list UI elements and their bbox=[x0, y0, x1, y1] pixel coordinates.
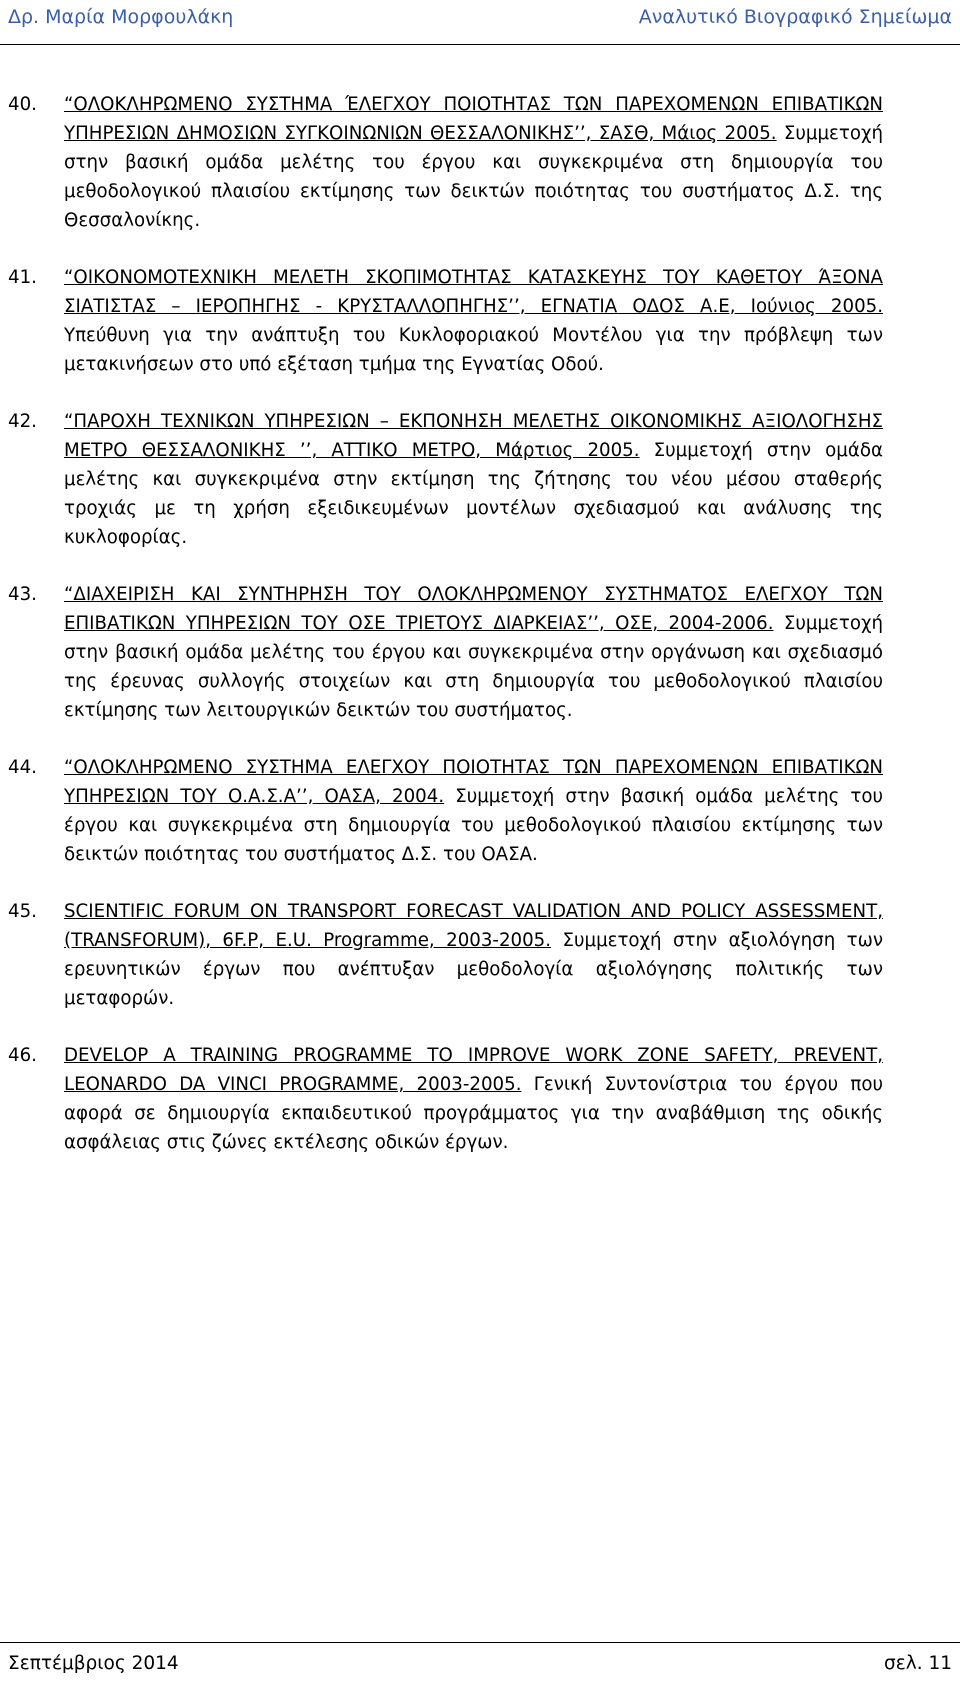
project-item-45 bbox=[8, 897, 883, 1013]
item-number: 46. bbox=[8, 1045, 37, 1066]
project-list bbox=[8, 90, 883, 1185]
item-title: SCIENTIFIC FORUM ON TRANSPORT FORECAST VALIDATION AND POLICY ASSESSMENT, (TRANSFORUM), 6F.P, E.U. Programme, 2003-2005. bbox=[64, 901, 883, 951]
item-number: 45. bbox=[8, 901, 37, 922]
item-title: “ΟΛΟΚΛΗΡΩΜΕΝΟ ΣΥΣΤΗΜΑ ΈΛΕΓΧΟΥ ΠΟΙΟΤΗΤΑΣ ΤΩΝ ΠΑΡΕΧΟΜΕΝΩΝ ΕΠΙΒΑΤΙΚΩΝ ΥΠΗΡΕΣΙΩΝ ΔΗΜΟΣΙΩΝ ΣΥΓΚΟΙΝΩΝΙΩΝ ΘΕΣΣΑΛΟΝΙΚΗΣ’’, ΣΑΣΘ, Μάιος 2005. bbox=[64, 94, 883, 144]
item-number: 43. bbox=[8, 584, 37, 605]
item-number: 41. bbox=[8, 267, 37, 288]
project-item-44 bbox=[8, 753, 883, 869]
item-number: 44. bbox=[8, 757, 37, 778]
running-footer bbox=[0, 1642, 960, 1686]
running-header bbox=[0, 0, 960, 45]
item-description: Συμμετοχή στην βασική ομάδα μελέτης του έργου και συγκεκριμένα στη δημιουργία του μεθοδολογικού πλαισίου εκτίμησης των δεικτών ποιότητας του συστήματος Δ.Σ. της Θεσσαλονίκης. bbox=[64, 123, 883, 231]
item-number: 42. bbox=[8, 411, 37, 432]
item-description: Υπεύθυνη για την ανάπτυξη του Κυκλοφοριακού Μοντέλου για την πρόβλεψη των μετακινήσεων στο υπό εξέταση τμήμα της Εγνατίας Οδού. bbox=[64, 325, 883, 375]
item-body bbox=[64, 263, 883, 379]
item-title: DEVELOP A TRAINING PROGRAMME TO IMPROVE WORK ZONE SAFETY, PREVENT, LEONARDO DA VINCI PROGRAMME, 2003-2005. bbox=[64, 1045, 883, 1095]
item-description: Γενική Συντονίστρια του έργου που αφορά σε δημιουργία εκπαιδευτικού προγράμματος για την αναβάθμιση της οδικής ασφάλειας στις ζώνες εκτέλεσης οδικών έργων. bbox=[64, 1074, 883, 1153]
item-body bbox=[64, 1041, 883, 1157]
item-description: Συμμετοχή στην βασική ομάδα μελέτης του έργου και συγκεκριμένα στη δημιουργία του μεθοδολογικού πλαισίου εκτίμησης των δεικτών ποιότητας του συστήματος Δ.Σ. του ΟΑΣΑ. bbox=[64, 786, 883, 865]
item-body bbox=[64, 897, 883, 1013]
header-author: Δρ. Μαρία Μορφουλάκη bbox=[8, 6, 234, 28]
item-body bbox=[64, 90, 883, 235]
header-document-title: Αναλυτικό Βιογραφικό Σημείωμα bbox=[638, 6, 952, 28]
item-body bbox=[64, 753, 883, 869]
project-item-42 bbox=[8, 407, 883, 552]
item-body bbox=[64, 407, 883, 552]
item-body bbox=[64, 580, 883, 725]
item-title: “ΔΙΑΧΕΙΡΙΣΗ ΚΑΙ ΣΥΝΤΗΡΗΣΗ ΤΟΥ ΟΛΟΚΛΗΡΩΜΕΝΟΥ ΣΥΣΤΗΜΑΤΟΣ ΕΛΕΓΧΟΥ ΤΩΝ ΕΠΙΒΑΤΙΚΩΝ ΥΠΗΡΕΣΙΩΝ ΤΟΥ ΟΣΕ ΤΡΙΕΤΟΥΣ ΔΙΑΡΚΕΙΑΣ’’, ΟΣΕ, 2004-2006. bbox=[64, 584, 883, 634]
project-item-46 bbox=[8, 1041, 883, 1157]
item-description: Συμμετοχή στην ομάδα μελέτης και συγκεκριμένα στην εκτίμηση της ζήτησης του νέου μέσου σταθερής τροχιάς με τη χρήση εξειδικευμένων μοντέλων σχεδιασμού και ανάλυσης της κυκλοφορίας. bbox=[64, 440, 883, 548]
item-title: “ΟΛΟΚΛΗΡΩΜΕΝΟ ΣΥΣΤΗΜΑ ΕΛΕΓΧΟΥ ΠΟΙΟΤΗΤΑΣ ΤΩΝ ΠΑΡΕΧΟΜΕΝΩΝ ΕΠΙΒΑΤΙΚΩΝ ΥΠΗΡΕΣΙΩΝ ΤΟΥ Ο.Α.Σ.Α’’, ΟΑΣΑ, 2004. bbox=[64, 757, 883, 807]
footer-date: Σεπτέμβριος 2014 bbox=[8, 1653, 179, 1674]
item-title: “ΟΙΚΟΝΟΜΟΤΕΧΝΙΚΗ ΜΕΛΕΤΗ ΣΚΟΠΙΜΟΤΗΤΑΣ ΚΑΤΑΣΚΕΥΗΣ ΤΟΥ ΚΑΘΕΤΟΥ ΆΞΟΝΑ ΣΙΑΤΙΣΤΑΣ – ΙΕΡΟΠΗΓΗΣ - ΚΡΥΣΤΑΛΛΟΠΗΓΗΣ’’, ΕΓΝΑΤΙΑ ΟΔΟΣ Α.Ε, Ιούνιος 2005. bbox=[64, 267, 883, 317]
item-description: Συμμετοχή στην αξιολόγηση των ερευνητικών έργων που ανέπτυξαν μεθοδολογία αξιολόγησης πολιτικής των μεταφορών. bbox=[64, 930, 884, 1009]
item-number: 40. bbox=[8, 94, 37, 115]
item-title: “ΠΑΡΟΧΗ ΤΕΧΝΙΚΩΝ ΥΠΗΡΕΣΙΩΝ – ΕΚΠΟΝΗΣΗ ΜΕΛΕΤΗΣ ΟΙΚΟΝΟΜΙΚΗΣ ΑΞΙΟΛΟΓΗΣΗΣ ΜΕΤΡΟ ΘΕΣΣΑΛΟΝΙΚΗΣ ’’, ΑΤΤΙΚΟ ΜΕΤΡΟ, Μάρτιος 2005. bbox=[64, 411, 883, 461]
item-description: Συμμετοχή στην βασική ομάδα μελέτης του έργου και συγκεκριμένα στην οργάνωση και σχεδιασμό της έρευνας συλλογής στοιχείων και στη δημιουργία του μεθοδολογικού πλαισίου εκτίμησης των λειτουργικών δεικτών του συστήματος. bbox=[64, 613, 883, 721]
project-item-40 bbox=[8, 90, 883, 235]
project-item-41 bbox=[8, 263, 883, 379]
project-item-43 bbox=[8, 580, 883, 725]
footer-page-number: σελ. 11 bbox=[884, 1653, 952, 1674]
